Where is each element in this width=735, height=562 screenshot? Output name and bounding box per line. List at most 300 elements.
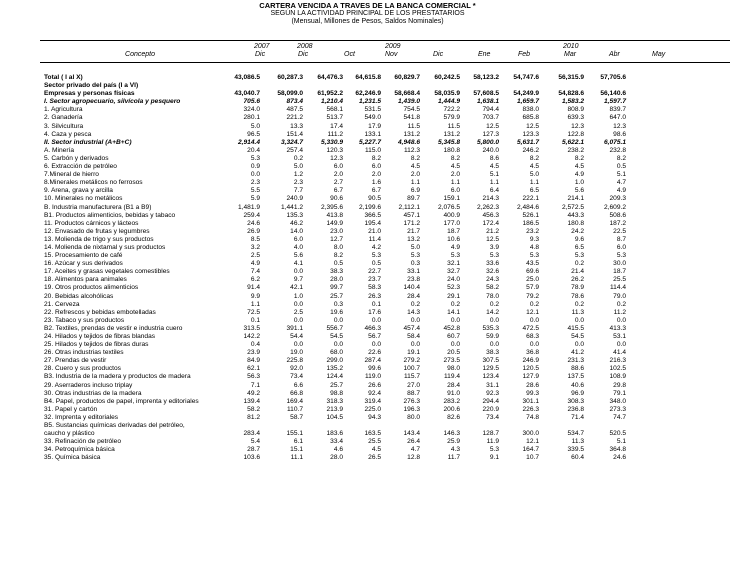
cell-value: 28.4 — [407, 292, 420, 300]
header-top-rule — [40, 40, 730, 41]
cell-value: 5,227.7 — [359, 138, 381, 146]
cell-value: 41.2 — [571, 349, 584, 357]
cell-value: 129.5 — [482, 365, 499, 373]
cell-value: 120.3 — [326, 146, 343, 154]
cell-value: 2,572.5 — [562, 203, 584, 211]
cell-value: 225.8 — [286, 357, 303, 365]
concept-header: Concepto — [125, 51, 155, 58]
row-label: B3. Industria de la madera y productos de madera — [44, 373, 191, 381]
cell-value: 6.1 — [293, 438, 303, 446]
report-title: CARTERA VENCIDA A TRAVES DE LA BANCA COMERCIAL * — [259, 1, 476, 10]
cell-value: 4.7 — [616, 179, 626, 187]
cell-value: 5.1 — [616, 171, 626, 179]
cell-value: 111.2 — [327, 130, 343, 138]
cell-value: 30.0 — [613, 260, 626, 268]
cell-value: 98.6 — [613, 130, 626, 138]
cell-value: 0.0 — [489, 341, 499, 349]
row-label: 26. Otras industrias textiles — [44, 349, 124, 357]
table-row — [0, 341, 735, 349]
cell-value: 169.4 — [286, 397, 303, 405]
cell-value: 4.5 — [529, 163, 539, 171]
cell-value: 1,210.4 — [321, 98, 343, 106]
cell-value: 177.0 — [443, 219, 460, 227]
cell-value: 13.3 — [290, 122, 303, 130]
cell-value: 143.4 — [403, 430, 420, 438]
cell-value: 556.7 — [326, 324, 343, 332]
cell-value: 46.2 — [290, 219, 303, 227]
cell-value: 531.5 — [364, 106, 381, 114]
cell-value: 2.0 — [371, 171, 381, 179]
table-row — [0, 365, 735, 373]
table-row — [0, 98, 735, 106]
cell-value: 214.3 — [482, 195, 499, 203]
cell-value: 4.5 — [489, 163, 499, 171]
cell-value: 7.7 — [293, 187, 303, 195]
cell-value: 2,112.1 — [398, 203, 420, 211]
table-row — [0, 155, 735, 163]
cell-value: 38.3 — [330, 268, 343, 276]
cell-value: 131.2 — [403, 130, 420, 138]
cell-value: 472.5 — [522, 324, 539, 332]
cell-value: 163.5 — [364, 430, 381, 438]
cell-value: 133.1 — [364, 130, 381, 138]
cell-value: 54,747.6 — [513, 74, 539, 81]
cell-value: 137.5 — [567, 373, 584, 381]
table-row — [0, 276, 735, 284]
cell-value: 280.1 — [243, 114, 260, 122]
table-row — [0, 357, 735, 365]
table-row — [0, 438, 735, 446]
table-row — [0, 139, 735, 147]
year-header: 2007 — [254, 43, 270, 50]
cell-value: 58.2 — [247, 405, 260, 413]
cell-value: 246.9 — [522, 357, 539, 365]
cell-value: 66.8 — [290, 389, 303, 397]
table-row — [0, 430, 735, 438]
cell-value: 0.0 — [293, 316, 303, 324]
table-row — [0, 406, 735, 414]
cell-value: 413.3 — [609, 324, 626, 332]
cell-value: 99.6 — [368, 365, 381, 373]
cell-value: 8.7 — [616, 235, 626, 243]
row-label: B5. Sustancias químicas derivadas del petróleo, — [44, 422, 185, 430]
cell-value: 26.9 — [247, 227, 260, 235]
row-label: 2. Ganadería — [44, 114, 83, 122]
cell-value: 79.2 — [526, 292, 539, 300]
cell-value: 364.8 — [609, 446, 626, 454]
cell-value: 0.0 — [333, 341, 343, 349]
cell-value: 19.1 — [407, 349, 420, 357]
table-row — [0, 195, 735, 203]
cell-value: 5.6 — [574, 187, 584, 195]
cell-value: 151.4 — [286, 130, 303, 138]
row-label: B. Industria manufacturera (B1 a B9) — [44, 203, 152, 211]
cell-value: 91.4 — [247, 284, 260, 292]
cell-value: 8.0 — [333, 243, 343, 251]
cell-value: 119.4 — [443, 373, 460, 381]
cell-value: 0.3 — [333, 300, 343, 308]
cell-value: 7.1 — [250, 381, 260, 389]
table-row — [0, 244, 735, 252]
row-label: II. Sector industrial (A+B+C) — [44, 138, 132, 146]
cell-value: 246.2 — [522, 146, 539, 154]
cell-value: 196.3 — [403, 405, 420, 413]
row-label: 4. Caza y pesca — [44, 130, 92, 138]
cell-value: 2,484.6 — [517, 203, 539, 211]
cell-value: 456.3 — [482, 211, 499, 219]
cell-value: 0.2 — [529, 300, 539, 308]
table-row — [0, 382, 735, 390]
cell-value: 1.0 — [574, 179, 584, 187]
row-label: caucho y plástico — [44, 430, 95, 438]
cell-value: 2,609.2 — [604, 203, 626, 211]
table-row — [0, 106, 735, 114]
cell-value: 25.0 — [526, 276, 539, 284]
cell-value: 73.4 — [486, 413, 499, 421]
cell-value: 104.5 — [326, 413, 343, 421]
cell-value: 186.5 — [522, 219, 539, 227]
cell-value: 32.6 — [486, 268, 499, 276]
cell-value: 200.6 — [443, 405, 460, 413]
cell-value: 685.8 — [522, 114, 539, 122]
cell-value: 14.3 — [407, 308, 420, 316]
cell-value: 0.2 — [450, 300, 460, 308]
row-label: 35. Química básica — [44, 454, 101, 462]
cell-value: 5.1 — [489, 171, 499, 179]
cell-value: 487.5 — [286, 106, 303, 114]
table-row — [0, 325, 735, 333]
report-subtitle: SEGÚN LA ACTIVIDAD PRINCIPAL DE LOS PRESTATARIOS — [270, 10, 465, 17]
table-row — [0, 349, 735, 357]
cell-value: 24.3 — [486, 276, 499, 284]
cell-value: 1.2 — [293, 171, 303, 179]
row-label: 8.Minerales metálicos no ferrosos — [44, 179, 143, 187]
cell-value: 391.1 — [286, 324, 303, 332]
cell-value: 8.2 — [450, 154, 460, 162]
cell-value: 40.6 — [571, 381, 584, 389]
cell-value: 11.5 — [447, 122, 460, 130]
cell-value: 0.0 — [616, 316, 626, 324]
cell-value: 415.5 — [567, 324, 584, 332]
cell-value: 6.0 — [293, 235, 303, 243]
cell-value: 0.0 — [489, 316, 499, 324]
cell-value: 128.7 — [482, 430, 499, 438]
cell-value: 123.3 — [522, 130, 539, 138]
cell-value: 146.3 — [443, 430, 460, 438]
cell-value: 452.8 — [443, 324, 460, 332]
cell-value: 25.7 — [330, 292, 343, 300]
table-row — [0, 398, 735, 406]
cell-value: 1,659.7 — [517, 98, 539, 106]
cell-value: 78.6 — [571, 292, 584, 300]
cell-value: 20.5 — [447, 349, 460, 357]
cell-value: 466.3 — [364, 324, 381, 332]
cell-value: 283.2 — [443, 397, 460, 405]
cell-value: 28.4 — [447, 381, 460, 389]
row-label: 9. Arena, grava y arcilla — [44, 187, 113, 195]
cell-value: 60.4 — [571, 454, 584, 462]
cell-value: 19.6 — [330, 308, 343, 316]
cell-value: 62.1 — [247, 365, 260, 373]
cell-value: 5.0 — [410, 243, 420, 251]
cell-value: 171.2 — [403, 219, 420, 227]
table-row — [0, 114, 735, 122]
cell-value: 10.6 — [447, 235, 460, 243]
cell-value: 457.1 — [403, 211, 420, 219]
cell-value: 58,099.0 — [277, 90, 303, 98]
cell-value: 4.5 — [574, 163, 584, 171]
cell-value: 0.0 — [574, 316, 584, 324]
cell-value: 5,800.0 — [477, 138, 499, 146]
row-label: 31. Papel y cartón — [44, 405, 98, 413]
cell-value: 58.4 — [407, 333, 420, 340]
cell-value: 2,199.6 — [359, 203, 381, 211]
cell-value: 8.2 — [574, 154, 584, 162]
cell-value: 5.3 — [371, 252, 381, 260]
cell-value: 6.0 — [616, 243, 626, 251]
cell-value: 1,444.9 — [438, 98, 460, 106]
cell-value: 8.2 — [410, 154, 420, 162]
cell-value: 14.1 — [447, 308, 460, 316]
cell-value: 13.2 — [407, 235, 420, 243]
table-row — [0, 317, 735, 325]
row-label: 7.Mineral de hierro — [44, 171, 99, 179]
year-header: 2008 — [297, 43, 313, 50]
cell-value: 23.8 — [407, 276, 420, 284]
cell-value: 4.8 — [529, 243, 539, 251]
cell-value: 25.9 — [447, 438, 460, 446]
cell-value: 2.3 — [293, 179, 303, 187]
cell-value: 29.1 — [447, 292, 460, 300]
row-label: 13. Molienda de trigo y sus productos — [44, 235, 154, 243]
cell-value: 4.9 — [250, 260, 260, 268]
cell-value: 12.5 — [486, 122, 499, 130]
cell-value: 32.1 — [447, 260, 460, 268]
cell-value: 42.1 — [290, 284, 303, 292]
month-header: Ene — [478, 51, 491, 58]
cell-value: 0.0 — [574, 341, 584, 349]
cell-value: 0.0 — [410, 316, 420, 324]
cell-value: 231.3 — [567, 357, 584, 365]
cell-value: 6,075.1 — [604, 138, 626, 146]
cell-value: 8.2 — [371, 154, 381, 162]
cell-value: 122.8 — [567, 130, 584, 138]
cell-value: 0.5 — [333, 260, 343, 268]
cell-value: 58,035.9 — [434, 90, 460, 98]
cell-value: 2.5 — [293, 308, 303, 316]
cell-value: 1.1 — [250, 300, 260, 308]
cell-value: 294.4 — [482, 397, 499, 405]
cell-value: 308.3 — [567, 397, 584, 405]
cell-value: 90.6 — [330, 195, 343, 203]
cell-value: 5.3 — [574, 252, 584, 260]
cell-value: 52.3 — [447, 284, 460, 292]
cell-value: 140.4 — [403, 284, 420, 292]
cell-value: 299.0 — [326, 357, 343, 365]
cell-value: 11.5 — [407, 122, 420, 130]
cell-value: 26.5 — [368, 454, 381, 462]
cell-value: 839.7 — [609, 106, 626, 114]
cell-value: 25.5 — [613, 276, 626, 284]
cell-value: 12.3 — [571, 122, 584, 130]
cell-value: 5.0 — [293, 163, 303, 171]
cell-value: 33.4 — [330, 438, 343, 446]
cell-value: 159.1 — [443, 195, 460, 203]
cell-value: 155.1 — [286, 430, 303, 438]
cell-value: 5.1 — [616, 438, 626, 446]
month-header: Dic — [255, 51, 266, 58]
cell-value: 115.0 — [364, 146, 381, 154]
table-row — [0, 204, 735, 212]
cell-value: 18.7 — [613, 268, 626, 276]
row-label: 18. Alimentos para animales — [44, 276, 127, 284]
cell-value: 5.9 — [250, 195, 260, 203]
cell-value: 0.0 — [529, 341, 539, 349]
cell-value: 240.0 — [482, 146, 499, 154]
cell-value: 10.7 — [526, 454, 539, 462]
cell-value: 80.0 — [407, 413, 420, 421]
cell-value: 6.0 — [333, 163, 343, 171]
cell-value: 99.7 — [330, 284, 343, 292]
cell-value: 21.0 — [368, 227, 381, 235]
month-header: Mar — [564, 51, 577, 58]
cell-value: 4.6 — [333, 446, 343, 454]
table-row — [0, 82, 735, 90]
cell-value: 26.2 — [571, 276, 584, 284]
cell-value: 54,249.9 — [513, 90, 539, 98]
cell-value: 11.4 — [368, 235, 381, 243]
cell-value: 12.3 — [330, 154, 343, 162]
cell-value: 6.0 — [450, 187, 460, 195]
cell-value: 214.1 — [567, 195, 584, 203]
cell-value: 2.5 — [250, 252, 260, 260]
table-row — [0, 131, 735, 139]
table-row — [0, 179, 735, 187]
cell-value: 2.0 — [450, 171, 460, 179]
cell-value: 11.1 — [290, 454, 303, 462]
cell-value: 7.4 — [250, 268, 260, 276]
cell-value: 6.9 — [410, 187, 420, 195]
cell-value: 26.4 — [407, 438, 420, 446]
row-label: Total ( I al X) — [44, 74, 83, 81]
cell-value: 0.0 — [371, 341, 381, 349]
cell-value: 873.4 — [286, 98, 303, 106]
cell-value: 5.0 — [529, 171, 539, 179]
cell-value: 3.2 — [250, 243, 260, 251]
cell-value: 639.3 — [567, 114, 584, 122]
cell-value: 23.0 — [330, 227, 343, 235]
cell-value: 90.5 — [368, 195, 381, 203]
cell-value: 526.1 — [522, 211, 539, 219]
cell-value: 102.5 — [609, 365, 626, 373]
cell-value: 8.2 — [333, 252, 343, 260]
cell-value: 58,123.2 — [473, 74, 499, 81]
cell-value: 112.3 — [403, 146, 420, 154]
cell-value: 82.6 — [447, 413, 460, 421]
cell-value: 74.7 — [613, 413, 626, 421]
cell-value: 366.5 — [364, 211, 381, 219]
cell-value: 0.2 — [616, 300, 626, 308]
cell-value: 31.1 — [486, 381, 499, 389]
row-label: 34. Petroquímica básica — [44, 446, 115, 454]
cell-value: 28.0 — [330, 454, 343, 462]
cell-value: 4.1 — [293, 260, 303, 268]
cell-value: 276.3 — [403, 397, 420, 405]
cell-value: 5.3 — [489, 446, 499, 454]
cell-value: 705.6 — [243, 98, 260, 106]
cell-value: 0.4 — [250, 341, 260, 349]
cell-value: 4.9 — [450, 243, 460, 251]
row-label: 19. Otros productos alimenticios — [44, 284, 139, 292]
cell-value: 135.3 — [286, 211, 303, 219]
cell-value: 12.8 — [407, 454, 420, 462]
cell-value: 100.7 — [403, 365, 420, 373]
row-label: 25. Hilados y tejidos de fibras duras — [44, 341, 149, 349]
cell-value: 183.6 — [326, 430, 343, 438]
cell-value: 84.9 — [247, 357, 260, 365]
cell-value: 127.3 — [482, 130, 499, 138]
cell-value: 324.0 — [243, 106, 260, 114]
cell-value: 124.4 — [326, 373, 343, 381]
cell-value: 123.4 — [482, 373, 499, 381]
cell-value: 180.8 — [567, 219, 584, 227]
cell-value: 5.3 — [529, 252, 539, 260]
cell-value: 4,948.6 — [398, 138, 420, 146]
cell-value: 99.3 — [526, 389, 539, 397]
row-label: B4. Papel, productos de papel, imprenta y editoriales — [44, 397, 199, 405]
row-label: 12. Envasado de frutas y legumbres — [44, 227, 150, 235]
row-label: 30. Otras industrias de la madera — [44, 389, 142, 397]
data-table — [0, 74, 735, 463]
cell-value: 54.5 — [330, 333, 343, 340]
cell-value: 0.3 — [410, 260, 420, 268]
table-row — [0, 390, 735, 398]
cell-value: 96.5 — [247, 130, 260, 138]
cell-value: 92.0 — [290, 365, 303, 373]
cell-value: 838.0 — [522, 106, 539, 114]
cell-value: 12.1 — [526, 308, 539, 316]
month-header: May — [652, 51, 666, 58]
cell-value: 18.7 — [447, 227, 460, 235]
cell-value: 6.2 — [250, 276, 260, 284]
cell-value: 238.2 — [567, 146, 584, 154]
cell-value: 131.2 — [443, 130, 460, 138]
cell-value: 1,583.2 — [562, 98, 584, 106]
cell-value: 11.3 — [571, 308, 584, 316]
cell-value: 5.5 — [250, 187, 260, 195]
cell-value: 0.0 — [250, 171, 260, 179]
cell-value: 24.6 — [247, 219, 260, 227]
table-row — [0, 268, 735, 276]
cell-value: 9.3 — [529, 235, 539, 243]
cell-value: 195.4 — [364, 219, 381, 227]
cell-value: 72.5 — [247, 308, 260, 316]
table-row — [0, 301, 735, 309]
cell-value: 279.2 — [403, 357, 420, 365]
cell-value: 21.2 — [486, 227, 499, 235]
cell-value: 5.3 — [410, 252, 420, 260]
cell-value: 319.4 — [364, 397, 381, 405]
row-label: 10. Minerales no metálicos — [44, 195, 123, 203]
cell-value: 232.8 — [609, 146, 626, 154]
header-bottom-rule — [40, 62, 730, 63]
cell-value: 172.4 — [482, 219, 499, 227]
cell-value: 0.0 — [616, 341, 626, 349]
table-row — [0, 293, 735, 301]
cell-value: 0.2 — [489, 300, 499, 308]
cell-value: 22.6 — [368, 349, 381, 357]
cell-value: 283.4 — [243, 430, 260, 438]
